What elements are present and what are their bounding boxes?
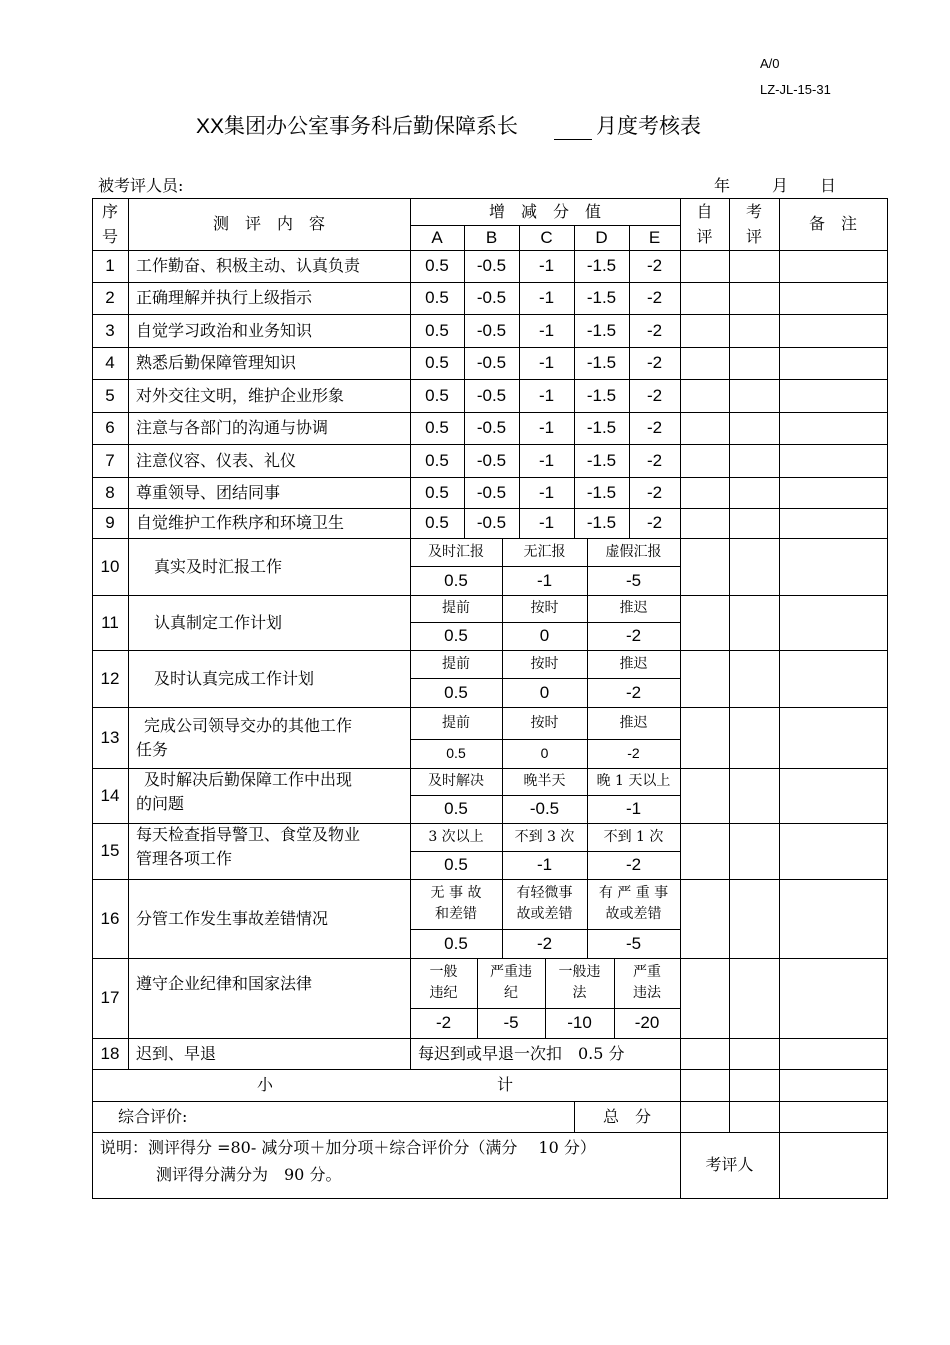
option-score: 0 <box>539 626 550 646</box>
header-grade-D: D <box>595 227 608 247</box>
row-number: 10 <box>100 556 120 576</box>
note-line-1: 说明：测评得分 =80- 减分项＋加分项＋综合评价分（满分 10 分） <box>100 1137 596 1157</box>
row-number: 16 <box>100 908 120 928</box>
option-label-line: 违法 <box>633 985 661 1001</box>
row-number: 5 <box>105 385 115 405</box>
row-score: -1.5 <box>586 256 617 276</box>
option-label: 无汇报 <box>523 543 566 560</box>
option-score: 0.5 <box>444 570 468 590</box>
row-score: 0.5 <box>425 353 449 373</box>
row-score: 0.5 <box>425 450 449 470</box>
option-label <box>545 958 614 1008</box>
option-score: -2 <box>625 682 642 702</box>
row-content: 及时认真完成工作计划 <box>154 668 315 688</box>
subtotal-label: 小 <box>256 1075 273 1094</box>
option-score: -1 <box>625 799 642 819</box>
option-score: -0.5 <box>529 799 560 819</box>
option-label: 及时汇报 <box>428 543 484 560</box>
header-self: 评 <box>696 227 713 246</box>
row-score: 0.5 <box>425 256 449 276</box>
row-content: 注意与各部门的沟通与协调 <box>136 418 329 437</box>
option-score: -2 <box>627 745 640 761</box>
row-content: 分管工作发生事故差错情况 <box>136 908 329 928</box>
row-score: 0.5 <box>425 418 449 438</box>
row-content <box>128 707 410 768</box>
option-label-line: 一般 <box>429 964 458 980</box>
option-label: 3 次以上 <box>428 828 484 845</box>
option-label: 晚 1 天以上 <box>596 773 671 789</box>
header-grade-E: E <box>648 227 661 247</box>
date-day: 日 <box>820 176 837 195</box>
row-number: 3 <box>105 320 115 340</box>
header-seq: 号 <box>101 227 118 246</box>
header-review: 考 <box>745 201 762 221</box>
row-score: -0.5 <box>476 385 507 405</box>
row-number: 17 <box>100 988 120 1008</box>
row-score: -1 <box>538 320 555 340</box>
row-content: 尊重领导、团结同事 <box>136 482 281 502</box>
option-label: 推迟 <box>619 600 648 616</box>
table-right <box>887 198 888 1199</box>
option-score: 0.5 <box>444 799 468 819</box>
option-label-line: 有 严 重 事 <box>598 885 669 901</box>
person-label: 被考评人员: <box>98 176 184 195</box>
row-number: 4 <box>105 353 115 373</box>
option-label: 提前 <box>442 655 470 672</box>
row-score: -0.5 <box>476 450 507 470</box>
option-score: -2 <box>536 933 553 953</box>
row-score: -1.5 <box>586 450 617 470</box>
option-label <box>410 958 477 1008</box>
option-label: 提前 <box>442 714 470 731</box>
header-note: 备 注 <box>808 214 857 233</box>
title-main: XX集团办公室事务科后勤保障系长 <box>196 115 519 138</box>
row-content: 迟到、早退 <box>136 1043 217 1063</box>
row-score: 0.5 <box>425 320 449 340</box>
col-line <box>729 198 730 1133</box>
option-label-line: 法 <box>572 985 587 1001</box>
option-label: 虚假汇报 <box>605 543 662 560</box>
row-score: -0.5 <box>476 320 507 340</box>
option-label: 晚半天 <box>523 773 566 789</box>
option-score: 0.5 <box>444 626 468 646</box>
option-label-line: 有轻微事 <box>516 885 573 901</box>
note-line-2: 测评得分满分为 90 分。 <box>156 1165 342 1184</box>
option-score: -5 <box>625 570 642 590</box>
row-number: 14 <box>100 785 120 805</box>
option-label-line: 违纪 <box>429 985 458 1001</box>
row-number: 6 <box>105 418 115 438</box>
option-label-line: 和差错 <box>435 906 477 922</box>
option-label: 提前 <box>442 600 470 616</box>
row-score: -1 <box>538 256 555 276</box>
option-label: 推迟 <box>619 714 648 731</box>
row-score: -1.5 <box>586 320 617 340</box>
option-score: -10 <box>567 1013 592 1033</box>
row-score: -1 <box>538 450 555 470</box>
row-score: -0.5 <box>476 353 507 373</box>
row-score: -2 <box>646 320 663 340</box>
row-content: 认真制定工作计划 <box>154 612 283 632</box>
header-grade-B: B <box>485 227 498 247</box>
row-score: -1.5 <box>586 482 617 502</box>
row-score: 0.5 <box>425 482 449 502</box>
row-content: 正确理解并执行上级指示 <box>136 288 313 307</box>
row-content-line: 的问题 <box>136 794 185 813</box>
subtotal-label: 计 <box>496 1075 513 1094</box>
option-score: -2 <box>625 626 642 646</box>
title-suffix: 月度考核表 <box>596 115 702 138</box>
doc-code: LZ-JL-15-31 <box>760 82 831 97</box>
option-label-line: 无 事 故 <box>430 885 482 901</box>
doc-version: A/0 <box>760 56 780 71</box>
option-label: 按时 <box>530 655 559 672</box>
option-label: 按时 <box>530 600 559 616</box>
row-content: 遵守企业纪律和国家法律 <box>136 974 313 993</box>
option-label: 不到 1 次 <box>603 828 664 845</box>
option-label: 及时解决 <box>428 773 484 789</box>
row-score: 0.5 <box>425 385 449 405</box>
row-content: 工作勤奋、积极主动、认真负责 <box>136 256 361 275</box>
row-score: -1.5 <box>586 513 617 533</box>
row-number: 12 <box>100 668 120 688</box>
row-score: -1 <box>538 513 555 533</box>
row-score: -2 <box>646 256 663 276</box>
row-content: 熟悉后勤保障管理知识 <box>136 353 297 372</box>
row-score: -1.5 <box>586 385 617 405</box>
row-score: -2 <box>646 353 663 373</box>
row-score: -2 <box>646 385 663 405</box>
col-line <box>779 198 780 1199</box>
row-score: 0.5 <box>425 288 449 308</box>
option-score: 0.5 <box>444 682 468 702</box>
row-number: 8 <box>105 482 115 502</box>
option-score: -1 <box>536 855 553 875</box>
header-score: 增 减 分 值 <box>488 201 601 221</box>
option-score: 0 <box>539 682 550 702</box>
late-rule: 每迟到或早退一次扣 0.5 分 <box>418 1043 625 1063</box>
overall-label: 综合评价: <box>118 1106 188 1126</box>
row-score: -2 <box>646 418 663 438</box>
option-label <box>410 879 502 929</box>
option-label <box>587 879 680 929</box>
row-content <box>128 768 410 823</box>
option-label-line: 严重 <box>633 964 661 980</box>
row-score: -2 <box>646 513 663 533</box>
row-number: 11 <box>101 612 119 632</box>
row-score: -0.5 <box>476 418 507 438</box>
option-label: 推迟 <box>619 655 648 672</box>
row-content: 对外交往文明，维护企业形象 <box>136 385 345 405</box>
row-content: 自觉学习政治和业务知识 <box>136 320 313 340</box>
option-label <box>614 958 680 1008</box>
row-content-line: 任务 <box>136 739 169 759</box>
option-score: -20 <box>634 1013 660 1033</box>
row-score: -1 <box>538 482 555 502</box>
row-score: -1.5 <box>586 353 617 373</box>
row-number: 9 <box>105 513 115 533</box>
option-label-line: 纪 <box>504 985 518 1001</box>
table-bottom <box>92 1198 888 1199</box>
option-score: 0.5 <box>444 933 468 953</box>
option-score: -5 <box>503 1013 519 1033</box>
total-label: 总 分 <box>602 1106 651 1126</box>
option-score: 0.5 <box>444 855 468 875</box>
row-content: 注意仪容、仪表、礼仪 <box>136 450 297 470</box>
date-year: 年 <box>714 176 731 195</box>
row-content-line: 完成公司领导交办的其他工作 <box>144 715 353 735</box>
row-number: 15 <box>100 841 120 861</box>
row-score: -2 <box>646 450 663 470</box>
row-score: -2 <box>646 288 663 308</box>
option-score: -1 <box>536 570 553 590</box>
row-content-line: 每天检查指导警卫、食堂及物业 <box>136 825 361 844</box>
col-line <box>680 198 681 1199</box>
row-number: 13 <box>100 727 120 747</box>
option-score: 0 <box>540 745 549 761</box>
row-content <box>128 823 410 879</box>
row-number: 2 <box>105 288 115 308</box>
option-score: -2 <box>625 855 642 875</box>
month-blank <box>554 119 592 140</box>
row-score: -1.5 <box>586 288 617 308</box>
row-content: 真实及时汇报工作 <box>154 556 283 576</box>
header-self: 自 <box>696 201 713 221</box>
row-number: 18 <box>100 1043 120 1063</box>
option-label: 不到 3 次 <box>514 828 575 845</box>
row-score: -1 <box>538 353 555 373</box>
row-content: 自觉维护工作秩序和环境卫生 <box>136 513 345 532</box>
option-label-line: 故或差错 <box>605 906 662 922</box>
row-score: -0.5 <box>476 513 507 533</box>
row-score: -1 <box>538 385 555 405</box>
option-score: -2 <box>435 1013 452 1033</box>
row-score: 0.5 <box>425 513 449 533</box>
header-grade-A: A <box>431 227 443 247</box>
option-label-line: 一般违 <box>558 964 601 980</box>
row-score: -1 <box>538 418 555 438</box>
option-score: -5 <box>625 933 642 953</box>
row-score: -1.5 <box>586 418 617 438</box>
header-review: 评 <box>745 227 762 246</box>
row-score: -0.5 <box>476 288 507 308</box>
row-score: -0.5 <box>476 482 507 502</box>
option-label <box>477 958 545 1008</box>
reviewer-label: 考评人 <box>705 1155 754 1174</box>
option-label-line: 严重违 <box>490 964 532 980</box>
row-score: -0.5 <box>476 256 507 276</box>
row-number: 7 <box>105 450 115 470</box>
row-score: -1 <box>538 288 555 308</box>
header-grade-C: C <box>540 227 553 247</box>
option-label-line: 故或差错 <box>516 906 573 922</box>
row-number: 1 <box>105 256 115 276</box>
header-content: 测 评 内 容 <box>212 214 325 233</box>
row-content-line: 管理各项工作 <box>136 849 233 868</box>
date-month: 月 <box>772 176 789 195</box>
option-label <box>502 879 587 929</box>
row-score: -2 <box>646 482 663 502</box>
header-seq: 序 <box>101 201 118 221</box>
row-content-line: 及时解决后勤保障工作中出现 <box>144 770 353 789</box>
option-label: 按时 <box>530 714 559 731</box>
option-score: 0.5 <box>446 745 466 761</box>
page-title <box>196 110 701 140</box>
